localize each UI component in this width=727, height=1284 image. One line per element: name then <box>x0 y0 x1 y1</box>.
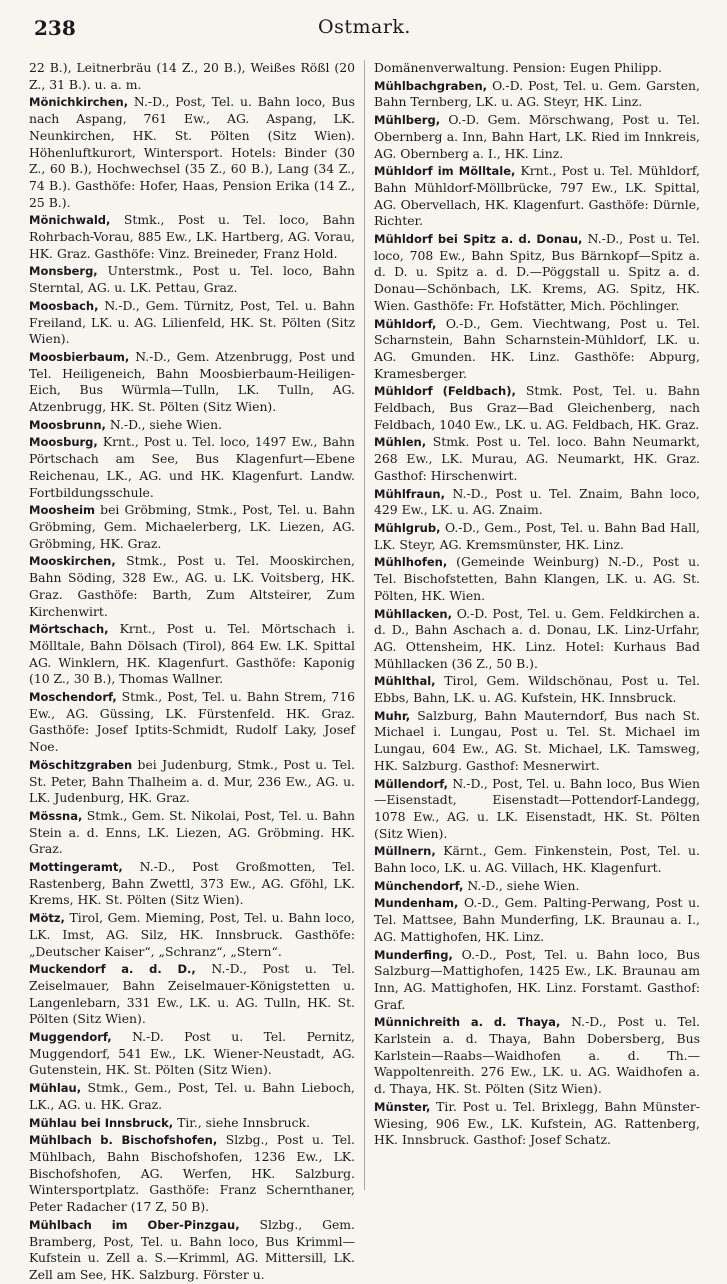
directory-entry <box>374 947 700 1014</box>
entry-text: Tir. Post u. Tel. Brixlegg, Bahn Münster-Wiesing, 906 Ew., LK. Kufstein, AG. Rattenberg, HK. Innsbruck. Gasthof: Josef Schatz. <box>374 1098 700 1148</box>
directory-entry <box>374 520 700 553</box>
entry-headword: Mühlbachgraben, <box>374 78 488 93</box>
directory-entry <box>29 621 355 688</box>
entry-text: Krnt., Post u. Tel. Mörtschach i. Mölltale, Bahn Dölsach (Tirol), 864 Ew. LK. Spittal AG. Winklern, HK. Klagenfurt. Gasthöfe: Kaponig (10 Z., 30 B.), Thomas Wallner. <box>29 621 355 687</box>
entry-headword: Mössna, <box>29 808 83 823</box>
entry-text: Stmk., Post u. Tel. loco, Bahn Rohrbach-Vorau, 885 Ew., LK. Hartberg, AG. Vorau, HK. Graz. Gasthöfe: Vinz. Breineder, Franz Hold. <box>29 212 355 261</box>
entry-headword: Munderfing, <box>374 947 453 962</box>
entry-text: O.-D., Gem. Viechtwang, Post u. Tel. Scharnstein, Bahn Scharnstein-Mühldorf, LK. u. AG. Gmunden. HK. Linz. Gasthöfe: Abpurg, Kramesberger. <box>374 315 700 381</box>
entry-text: Tirol, Gem. Wildschönau, Post u. Tel. Ebbs, Bahn, LK. u. AG. Kufstein, HK. Innsbruck. <box>374 673 700 706</box>
directory-entry <box>29 910 355 960</box>
entry-headword: Moosbach, <box>29 298 99 313</box>
directory-entry <box>374 316 700 383</box>
entry-headword: Moosburg, <box>29 435 98 450</box>
entry-text: N.-D., Post u. Tel. Znaim, Bahn loco, 429 Ew., LK. u. AG. Znaim. <box>374 485 700 518</box>
entry-headword: Mühlbach b. Bischofshofen, <box>29 1133 218 1148</box>
directory-entry <box>374 383 700 433</box>
directory-entry <box>29 434 355 501</box>
directory-entry <box>29 1217 355 1284</box>
directory-entry <box>374 78 700 111</box>
page-number: 238 <box>34 16 76 40</box>
entry-headword: Müllnern, <box>374 844 436 859</box>
entry-headword: Monsberg, <box>29 264 98 279</box>
entry-headword: Müllendorf, <box>374 776 449 791</box>
entry-text: N.-D., Post Großmotten, Tel. Rastenberg, Bahn Zwettl, 373 Ew., AG. Gföhl, LK. Krems, HK. St. Pölten (Sitz Wien). <box>29 859 355 908</box>
entry-text: O.-D. Post, Tel. u. Gem. Feldkirchen a. d. D., Bahn Aschach a. d. Donau, LK. Linz-Urfahr, AG. Ottensheim, HK. Linz. Hotel: Kurhaus Bad Mühllacken (36 Z., 50 B.). <box>374 605 700 671</box>
entry-text: Salzburg, Bahn Mauterndorf, Bus nach St. Michael i. Lungau, Post u. Tel. St. Michael im Lungau, 604 Ew., AG. St. Michael, LK. Tamsweg, HK. Salzburg. Gasthof: Mesnerwirt. <box>374 707 700 773</box>
entry-text: O.-D., Gem., Post, Tel. u. Bahn Bad Hall, LK. Steyr, AG. Kremsmünster, HK. Linz. <box>374 519 700 552</box>
entry-headword: Mühldorf im Mölltale, <box>374 164 516 179</box>
directory-entry <box>29 349 355 416</box>
directory-entry <box>374 673 700 706</box>
entry-headword: Muggendorf, <box>29 1030 112 1045</box>
entry-text: N.-D., siehe Wien. <box>109 416 223 432</box>
entry-headword: Mühlgrub, <box>374 520 441 535</box>
directory-entry <box>374 776 700 843</box>
entry-headword: Mühlen, <box>374 435 427 450</box>
entry-headword: Mönichkirchen, <box>29 95 129 110</box>
entry-headword: Moosheim <box>29 503 96 518</box>
entry-headword: Münnichreith a. d. Thaya, <box>374 1015 561 1030</box>
page-header <box>22 14 707 44</box>
entry-headword: Mühldorf bei Spitz a. d. Donau, <box>374 232 583 247</box>
directory-entry <box>374 486 700 519</box>
directory-entry <box>29 502 355 552</box>
entry-headword: Mühlau bei Innsbruck, <box>29 1115 174 1130</box>
directory-entry <box>374 878 700 895</box>
entry-text: (Gemeinde Weinburg) N.-D., Post u. Tel. Bischofstetten, Bahn Klangen, LK. u. AG. St. Pölten, HK. Wien. <box>374 554 700 603</box>
directory-entry <box>29 1080 355 1113</box>
directory-entry <box>29 808 355 858</box>
entry-text: N.-D., Gem. Türnitz, Post, Tel. u. Bahn Freiland, LK. u. AG. Lilienfeld, HK. St. Pölten (Sitz Wien). <box>29 297 355 347</box>
entry-text: N.-D., Post u. Tel. Zeiselmauer, Bahn Zeiselmauer-Königstetten u. Langenlebarn, 331 Ew., LK. u. AG. Tulln, HK. St. Pölten (Sitz Wien). <box>29 961 355 1027</box>
entry-text: Domänenverwaltung. Pension: Eugen Philipp. <box>374 60 662 75</box>
entry-text: Slzbg., Gem. Bramberg, Post, Tel. u. Bahn loco, Bus Krimml—Kufstein u. Zell a. S.—Krimml, AG. Mittersill, LK. Zell am See, HK. Salzburg. Förster u. <box>29 1216 355 1282</box>
entry-text: Stmk., Gem. St. Nikolai, Post, Tel. u. Bahn Stein a. d. Enns, LK. Liezen, AG. Gröbming. HK. Graz. <box>29 807 355 857</box>
directory-entry <box>374 163 700 230</box>
entry-headword: Mühlbach im Ober-Pinzgau, <box>29 1217 240 1232</box>
entry-headword: Mühlfraun, <box>374 486 445 501</box>
directory-entry <box>29 553 355 620</box>
entry-headword: Mühlthal, <box>374 674 436 689</box>
entry-headword: Münchendorf, <box>374 878 464 893</box>
entry-text: N.-D. Post u. Tel. Pernitz, Muggendorf, 541 Ew., LK. Wiener-Neustadt, AG. Gutenstein, HK. St. Pölten (Sitz Wien). <box>29 1029 355 1078</box>
entry-headword: Mühlau, <box>29 1081 82 1096</box>
entry-text: Stmk., Post u. Tel. Mooskirchen, Bahn Söding, 328 Ew., AG. u. LK. Voitsberg, HK. Graz. Gasthöfe: Barth, Zum Altsteirer, Zum Kirchenwirt. <box>29 553 355 619</box>
directory-entry <box>29 417 355 434</box>
directory-entry <box>374 1099 700 1149</box>
entry-text: Kärnt., Gem. Finkenstein, Post, Tel. u. Bahn loco, LK. u. AG. Villach, HK. Klagenfurt. <box>374 843 700 876</box>
entry-text: Krnt., Post u. Tel. loco, 1497 Ew., Bahn Pörtschach am See, Bus Klagenfurt—Ebene Reichenau, LK., AG. und HK. Klagenfurt. Landw. Fortbildungsschule. <box>29 434 355 500</box>
directory-entry <box>374 434 700 484</box>
entry-text: 22 B.), Leitnerbräu (14 Z., 20 B.), Weißes Rößl (20 Z., 31 B.). u. a. m. <box>29 60 355 92</box>
entry-text: N.-D., Post, Tel. u. Bahn loco, Bus Wien—Eisenstadt, Eisenstadt—Pottendorf-Landegg, 1078 Ew., AG. u. LK. Eisenstadt, HK. St. Pölten (Sitz Wien). <box>374 775 700 841</box>
directory-entry <box>374 606 700 673</box>
entry-headword: Mönichwald, <box>29 213 111 228</box>
entry-headword: Muhr, <box>374 708 411 723</box>
entry-text: Slzbg., Post u. Tel. Mühlbach, Bahn Bischofshofen, 1236 Ew., LK. Bischofshofen, AG. Werfen, HK. Salzburg. Wintersportplatz. Gasthöfe: Franz Schernthaner, Peter Radacher (17 Z, 50 B). <box>29 1132 355 1215</box>
directory-entry <box>29 1029 355 1079</box>
entry-text: Tir., siehe Innsbruck. <box>177 1114 311 1130</box>
entry-headword: Mühlberg, <box>374 113 441 128</box>
directory-entry <box>29 94 355 211</box>
directory-entry <box>29 60 355 93</box>
directory-entry <box>374 1014 700 1098</box>
entry-text: N.-D., siehe Wien. <box>467 877 580 893</box>
directory-entry <box>29 212 355 262</box>
directory-entry <box>29 689 355 756</box>
entry-text: Tirol, Gem. Mieming, Post, Tel. u. Bahn loco, LK. Imst, AG. Silz, HK. Innsbruck. Gasthöfe: „Deutscher Kaiser“, „Schranz“, „Stern“. <box>29 910 355 959</box>
left-column <box>20 60 364 1282</box>
entry-headword: Mühldorf, <box>374 316 437 331</box>
entry-text: Stmk. Post u. Tel. loco. Bahn Neumarkt, 268 Ew., LK. Murau, AG. Neumarkt, HK. Graz. Gasthof: Hirschenwirt. <box>374 434 700 483</box>
entry-text: N.-D., Post u. Tel. loco, 708 Ew., Bahn Spitz, Bus Bärnkopf—Spitz a. d. D. u. Spitz a. d. D.—Pöggstall u. Spitz a. d. Donau—Schönbach, LK. Krems, AG. Spitz, HK. Wien. Gasthöfe: Fr. Hofstätter, Mich. Pöchlinger. <box>374 231 700 313</box>
entry-headword: Mooskirchen, <box>29 554 116 569</box>
directory-entry <box>374 554 700 604</box>
directory-entry <box>29 1115 355 1132</box>
entry-headword: Mundenham, <box>374 896 459 911</box>
entry-headword: Moschendorf, <box>29 690 117 705</box>
entry-text: O.-D., Post, Tel. u. Bahn loco, Bus Salzburg—Mattighofen, 1425 Ew., LK. Braunau am Inn, AG. Mattighofen, HK. Linz. Forstamt. Gasthof: Graf. <box>374 946 700 1012</box>
directory-entry <box>374 843 700 876</box>
entry-text: bei Gröbming, Stmk., Post, Tel. u. Bahn Gröbming, Gem. Michaelerberg, LK. Liezen, AG. Gröbming, HK. Graz. <box>29 502 355 551</box>
entry-headword: Mühldorf (Feldbach), <box>374 384 516 399</box>
entry-headword: Mötz, <box>29 911 65 926</box>
directory-entry <box>29 1132 355 1216</box>
entry-text: O.-D., Gem. Palting-Perwang, Post u. Tel. Mattsee, Bahn Munderfing, LK. Braunau a. I., AG. Mattighofen, HK. Linz. <box>374 895 700 944</box>
entry-text: N.-D., Gem. Atzenbrugg, Post und Tel. Heiligeneich, Bahn Moosbierbaum-Heiligen-Eich, Bus Würmla—Tulln, LK. Tulln, AG. Atzenbrugg, HK. St. Pölten (Sitz Wien). <box>29 348 355 415</box>
entry-text: Unterstmk., Post u. Tel. loco, Bahn Sterntal, AG. u. LK. Pettau, Graz. <box>29 263 355 296</box>
directory-entry <box>374 60 700 77</box>
entry-text: Krnt., Post u. Tel. Mühldorf, Bahn Mühldorf-Möllbrücke, 797 Ew., LK. Spittal, AG. Obervellach, HK. Klagenfurt. Gasthöfe: Dürnle, Richter. <box>374 163 700 229</box>
entry-headword: Mühlhofen, <box>374 555 448 570</box>
directory-entry <box>374 231 700 315</box>
entry-headword: Mühllacken, <box>374 606 452 621</box>
entry-text: O.-D. Post, Tel. u. Gem. Garsten, Bahn Ternberg, LK. u. AG. Steyr, HK. Linz. <box>374 77 700 110</box>
page-title: Ostmark. <box>318 16 411 38</box>
entry-text: Stmk. Post, Tel. u. Bahn Feldbach, Bus Graz—Bad Gleichenberg, nach Feldbach, 1040 Ew., LK. u. AG. Feldbach, HK. Graz. <box>374 383 700 432</box>
entry-text: Stmk., Post, Tel. u. Bahn Strem, 716 Ew., AG. Güssing, LK. Fürstenfeld. HK. Graz. Gasthöfe: Josef Iptits-Schmidt, Rudolf Laky, Josef Noe. <box>29 689 355 755</box>
directory-entry <box>374 708 700 775</box>
directory-entry <box>29 859 355 909</box>
entry-headword: Mörtschach, <box>29 622 109 637</box>
directory-entry <box>374 112 700 162</box>
entry-text: O.-D. Gem. Mörschwang, Post u. Tel. Obernberg a. Inn, Bahn Hart, LK. Ried im Innkreis, AG. Obernberg a. I., HK. Linz. <box>374 112 700 161</box>
entry-text: bei Judenburg, Stmk., Post u. Tel. St. Peter, Bahn Thalheim a. d. Mur, 236 Ew., AG. u. LK. Judenburg, HK. Graz. <box>29 756 355 806</box>
entry-headword: Mottingeramt, <box>29 860 123 875</box>
directory-entry <box>29 961 355 1028</box>
right-column <box>364 60 709 1190</box>
directory-entry <box>29 263 355 296</box>
directory-entry <box>29 298 355 348</box>
entry-headword: Möschitzgraben <box>29 757 133 772</box>
directory-entry <box>374 895 700 945</box>
directory-entry <box>29 757 355 807</box>
entry-text: N.-D., Post u. Tel. Karlstein a. d. Thaya, Bahn Dobersberg, Bus Karlstein—Raabs—Waidhofen a. d. Th.—Wappoltenreith. 276 Ew., LK. u. AG. Waidhofen a. d. Thaya, HK. St. Pölten (Sitz Wien). <box>374 1014 700 1097</box>
entry-text: Stmk., Gem., Post, Tel. u. Bahn Lieboch, LK., AG. u. HK. Graz. <box>29 1080 355 1112</box>
columns <box>20 60 709 1282</box>
entry-headword: Moosbrunn, <box>29 417 106 432</box>
entry-headword: Moosbierbaum, <box>29 349 130 364</box>
entry-headword: Münster, <box>374 1099 431 1114</box>
entry-headword: Muckendorf a. d. D., <box>29 962 196 977</box>
entry-text: N.-D., Post, Tel. u. Bahn loco, Bus nach Aspang, 761 Ew., AG. Aspang, LK. Neunkirchen, HK. St. Pölten (Sitz Wien). Höhenluftkurort, Wintersport. Hotels: Binder (30 Z., 60 B.), Hochwechsel (35 Z., 60 B.), Lang (34 Z., 74 B.). Gasthöfe: Hofer, Haas, Pension Erika (14 Z., 25 B.). <box>29 94 355 210</box>
